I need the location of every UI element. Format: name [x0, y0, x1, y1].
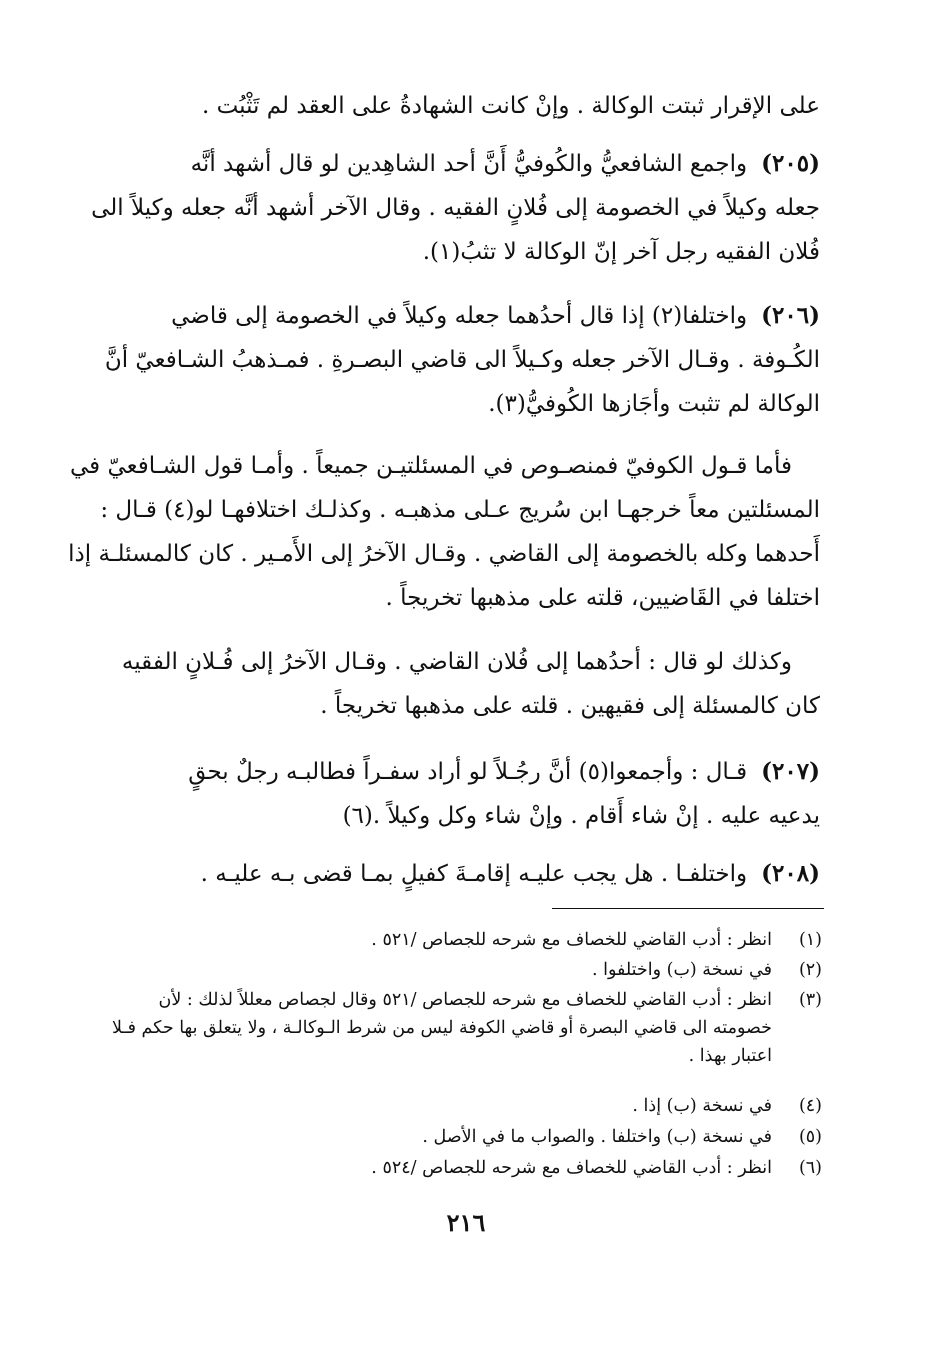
footnote — [110, 1154, 822, 1182]
footnote-number: (١) — [798, 930, 822, 950]
footnote-text: خصومته الى قاضي البصرة أو قاضي الكوفة ليس من شرط الـوكالـة ، ولا يتعلق بها حكم فـلا — [112, 1018, 772, 1038]
text-line: الكُـوفة . وقـال الآخر جعله وكـيلاً الى قاضي البصـرةِ . فمـذهبُ الشـافعيّ أنَّ — [104, 347, 820, 373]
text-line — [70, 444, 820, 488]
footnote — [110, 986, 822, 1070]
text-line: المسئلتين معاً خرجهـا ابن سُريج عـلى مذهبـه . وكذلـك اختلافهـا لو(٤) قـال : — [100, 497, 820, 523]
text-line: يدعيه عليه . إنْ شاء أَقام . وإنْ شاء وكل وكيلاً .(٦) — [342, 803, 820, 829]
footnote — [110, 1123, 822, 1151]
text-line — [112, 142, 820, 186]
footnote-number: (٥) — [798, 1127, 822, 1147]
text-segment: واختلفا(٢) إذا قال أحدُهما جعله وكيلاً في الخصومة إلى قاضي — [171, 303, 748, 329]
text-segment: واختلفـا . هل يجب عليـه إقامـةَ كفيلٍ بمـا قضى بـه عليـه . — [200, 861, 748, 887]
footnote-number: (٢) — [798, 960, 822, 980]
paragraph-kadhalik — [112, 640, 820, 728]
footnote-number: (٤) — [798, 1096, 822, 1116]
footnote — [110, 956, 822, 984]
text-segment: قـال : وأجمعوا(٥) أنَّ رجُـلاً لو أراد سفـراً فطالبـه رجلٌ بحقٍ — [188, 759, 748, 785]
section-205 — [91, 142, 820, 274]
paragraph-continuation — [112, 84, 820, 128]
footnote-text: في نسخة (ب) واختلفا . والصواب ما في الأصل . — [422, 1127, 772, 1147]
text-line: أَحدهما وكله بالخصومة إلى القاضي . وقـال الآخرُ إلى الأَمـير . كان كالمسئلـة إذا — [68, 541, 820, 567]
paragraph-amma — [68, 444, 820, 620]
footnote-text: انظر : أدب القاضي للخصاف مع شرحه للجصاص /٥٢١ وقال لجصاص معللاً لذلك : لأن — [158, 990, 772, 1010]
page-number: ٢١٦ — [446, 1208, 486, 1237]
text-segment: وكذلك لو قال : أحدُهما إلى فُلان القاضي . وقـال الآخرُ إلى فُـلانٍ الفقيه — [121, 649, 792, 675]
footnote-separator — [552, 908, 824, 909]
text-line — [112, 750, 820, 794]
text-line: على الإقرار ثبتت الوكالة . وإنْ كانت الشهادةُ على العقد لم تَثْبُت . — [201, 93, 820, 119]
text-line: جعله وكيلاً في الخصومة إلى فُلانٍ الفقيه . وقال الآخر أشهد أنَّه جعله وكيلاً الى — [91, 195, 820, 221]
section-number: (٢٠٦) — [761, 302, 820, 329]
section-208 — [112, 852, 820, 896]
footnote-text: في نسخة (ب) واختلفوا . — [591, 960, 772, 980]
text-line — [112, 852, 820, 896]
section-number: (٢٠٨) — [761, 860, 820, 887]
footnote-text: انظر : أدب القاضي للخصاف مع شرحه للجصاص /٥٢٤ . — [371, 1158, 772, 1178]
footnote — [110, 1092, 822, 1120]
footnote-text: اعتبار بهذا . — [688, 1046, 772, 1066]
footnote-text: في نسخة (ب) إذا . — [632, 1096, 772, 1116]
footnote-text: انظر : أدب القاضي للخصاف مع شرحه للجصاص /٥٢١ . — [371, 930, 772, 950]
section-206 — [104, 294, 820, 426]
footnote-number: (٣) — [798, 990, 822, 1010]
text-segment: واجمع الشافعيُّ والكُوفيُّ أَنَّ أحد الشاهِدين لو قال أشهد أنَّه — [190, 151, 748, 177]
section-number: (٢٠٥) — [761, 150, 820, 177]
text-line: الوكالة لم تثبت وأجَازها الكُوفيُّ(٣). — [488, 391, 820, 417]
section-207 — [112, 750, 820, 838]
footnote-number: (٦) — [798, 1158, 822, 1178]
text-line — [112, 294, 820, 338]
text-line: اختلفا في القَاضيين، قلته على مذهبها تخريجاً . — [385, 585, 820, 611]
text-line: كان كالمسئلة إلى فقيهين . قلته على مذهبها تخريجاً . — [320, 693, 820, 719]
text-line: فُلان الفقيه رجل آخر إنّ الوكالة لا تثبُ(١). — [422, 239, 820, 265]
section-number: (٢٠٧) — [761, 758, 820, 785]
footnote — [110, 926, 822, 954]
text-segment: فأما قـول الكوفيّ فمنصـوص في المسئلتيـن جميعاً . وأمـا قول الشـافعيّ في — [70, 453, 792, 479]
text-line — [112, 640, 820, 684]
